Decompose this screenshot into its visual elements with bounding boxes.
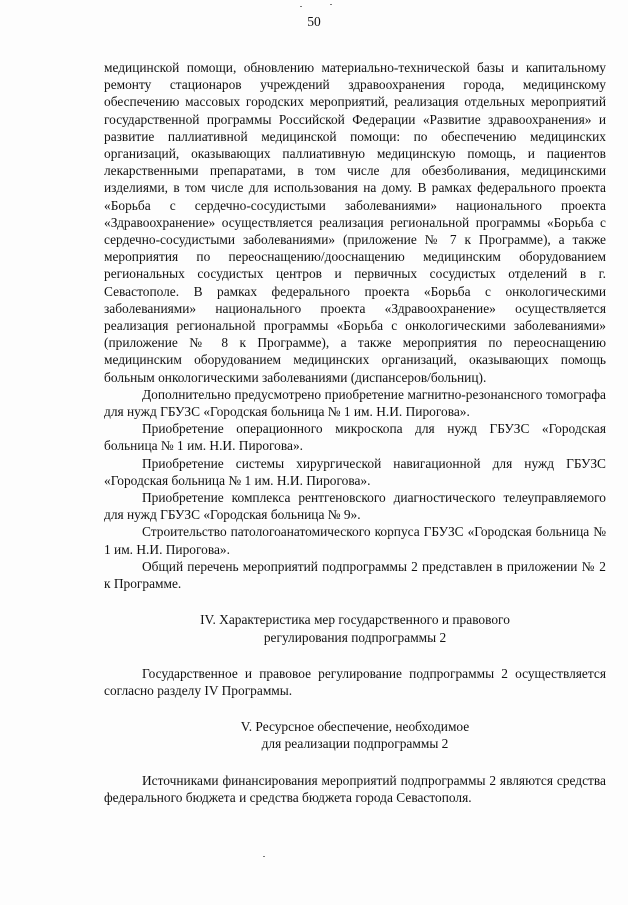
paragraph: Приобретение операционного микроскопа для нужд ГБУЗС «Городская больница № 1 им. Н.И. Пирогова». xyxy=(104,421,606,454)
section-heading-line: регулирования подпрограммы 2 xyxy=(263,629,447,645)
paragraph: Государственное и правовое регулирование подпрограммы 2 осуществляется согласно разделу IV Программы. xyxy=(104,665,606,698)
section-heading-line: для реализации подпрограммы 2 xyxy=(261,736,449,752)
paragraph: Приобретение системы хирургической навигационной для нужд ГБУЗС «Городская больница № 1 им. Н.И. Пирогова». xyxy=(104,455,606,488)
scan-speck xyxy=(330,4,332,5)
paragraph: Приобретение комплекса рентгеновского диагностического телеуправляемого для нужд ГБУЗС «Городская больница № 9». xyxy=(104,490,606,523)
section-heading-line: IV. Характеристика мер государственного и правового xyxy=(200,612,510,628)
document-body xyxy=(104,59,606,806)
section-heading-4 xyxy=(104,611,606,645)
paragraph: Строительство патологоанатомического корпуса ГБУЗС «Городская больница № 1 им. Н.И. Пирогова». xyxy=(104,524,606,557)
section-heading-line: V. Ресурсное обеспечение, необходимое xyxy=(240,719,470,735)
section-heading-5 xyxy=(104,718,606,752)
scan-speck xyxy=(263,856,265,857)
paragraph: Дополнительно предусмотрено приобретение магнитно-резонансного томографа для нужд ГБУЗС «Городская больница № 1 им. Н.И. Пирогова». xyxy=(104,386,606,420)
paragraph: Общий перечень мероприятий подпрограммы 2 представлен в приложении № 2 к Программе. xyxy=(104,558,606,592)
page-number: 50 xyxy=(307,14,321,29)
paragraph: Источниками финансирования мероприятий подпрограммы 2 являются средства федерального бюджета и средства бюджета города Севастополя. xyxy=(104,772,606,805)
scan-speck xyxy=(300,6,302,7)
paragraph: медицинской помощи, обновлению материально-технической базы и капитальному ремонту стационаров учреждений здравоохранения города, медицинскому обеспечению массовых городских мероприятий, реализация отдельных мероприятий государственной программы Российской Федерации «Развитие здравоохранения» и развитие паллиативной медицинской помощи: по обеспечению медицинских организаций, оказывающих паллиативную медицинскую помощь, и пациентов лекарственными препаратами, в том числе для обезболивания, медицинскими изделиями, в том числе для использования на дому. В рамках федерального проекта «Борьба с сердечно-сосудистыми заболеваниями» национального проекта «Здравоохранение» осуществляется реализация региональной программы «Борьба с сердечно-сосудистыми заболеваниями» (приложение № 7 к Программе), а также мероприятия по переоснащению/дооснащению медицинским оборудованием региональных сосудистых центров и первичных сосудистых отделений в г. Севастополе. В рамках федерального проекта «Борьба с онкологическими заболеваниями» национального проекта «Здравоохранение» осуществляется реализация региональной программы «Борьба с онкологическими заболеваниями» (приложение № 8 к Программе), а также мероприятия по переоснащению медицинским оборудованием медицинских организаций, оказывающих помощь больным онкологическими заболеваниями (диспансеров/больниц). xyxy=(104,60,606,385)
